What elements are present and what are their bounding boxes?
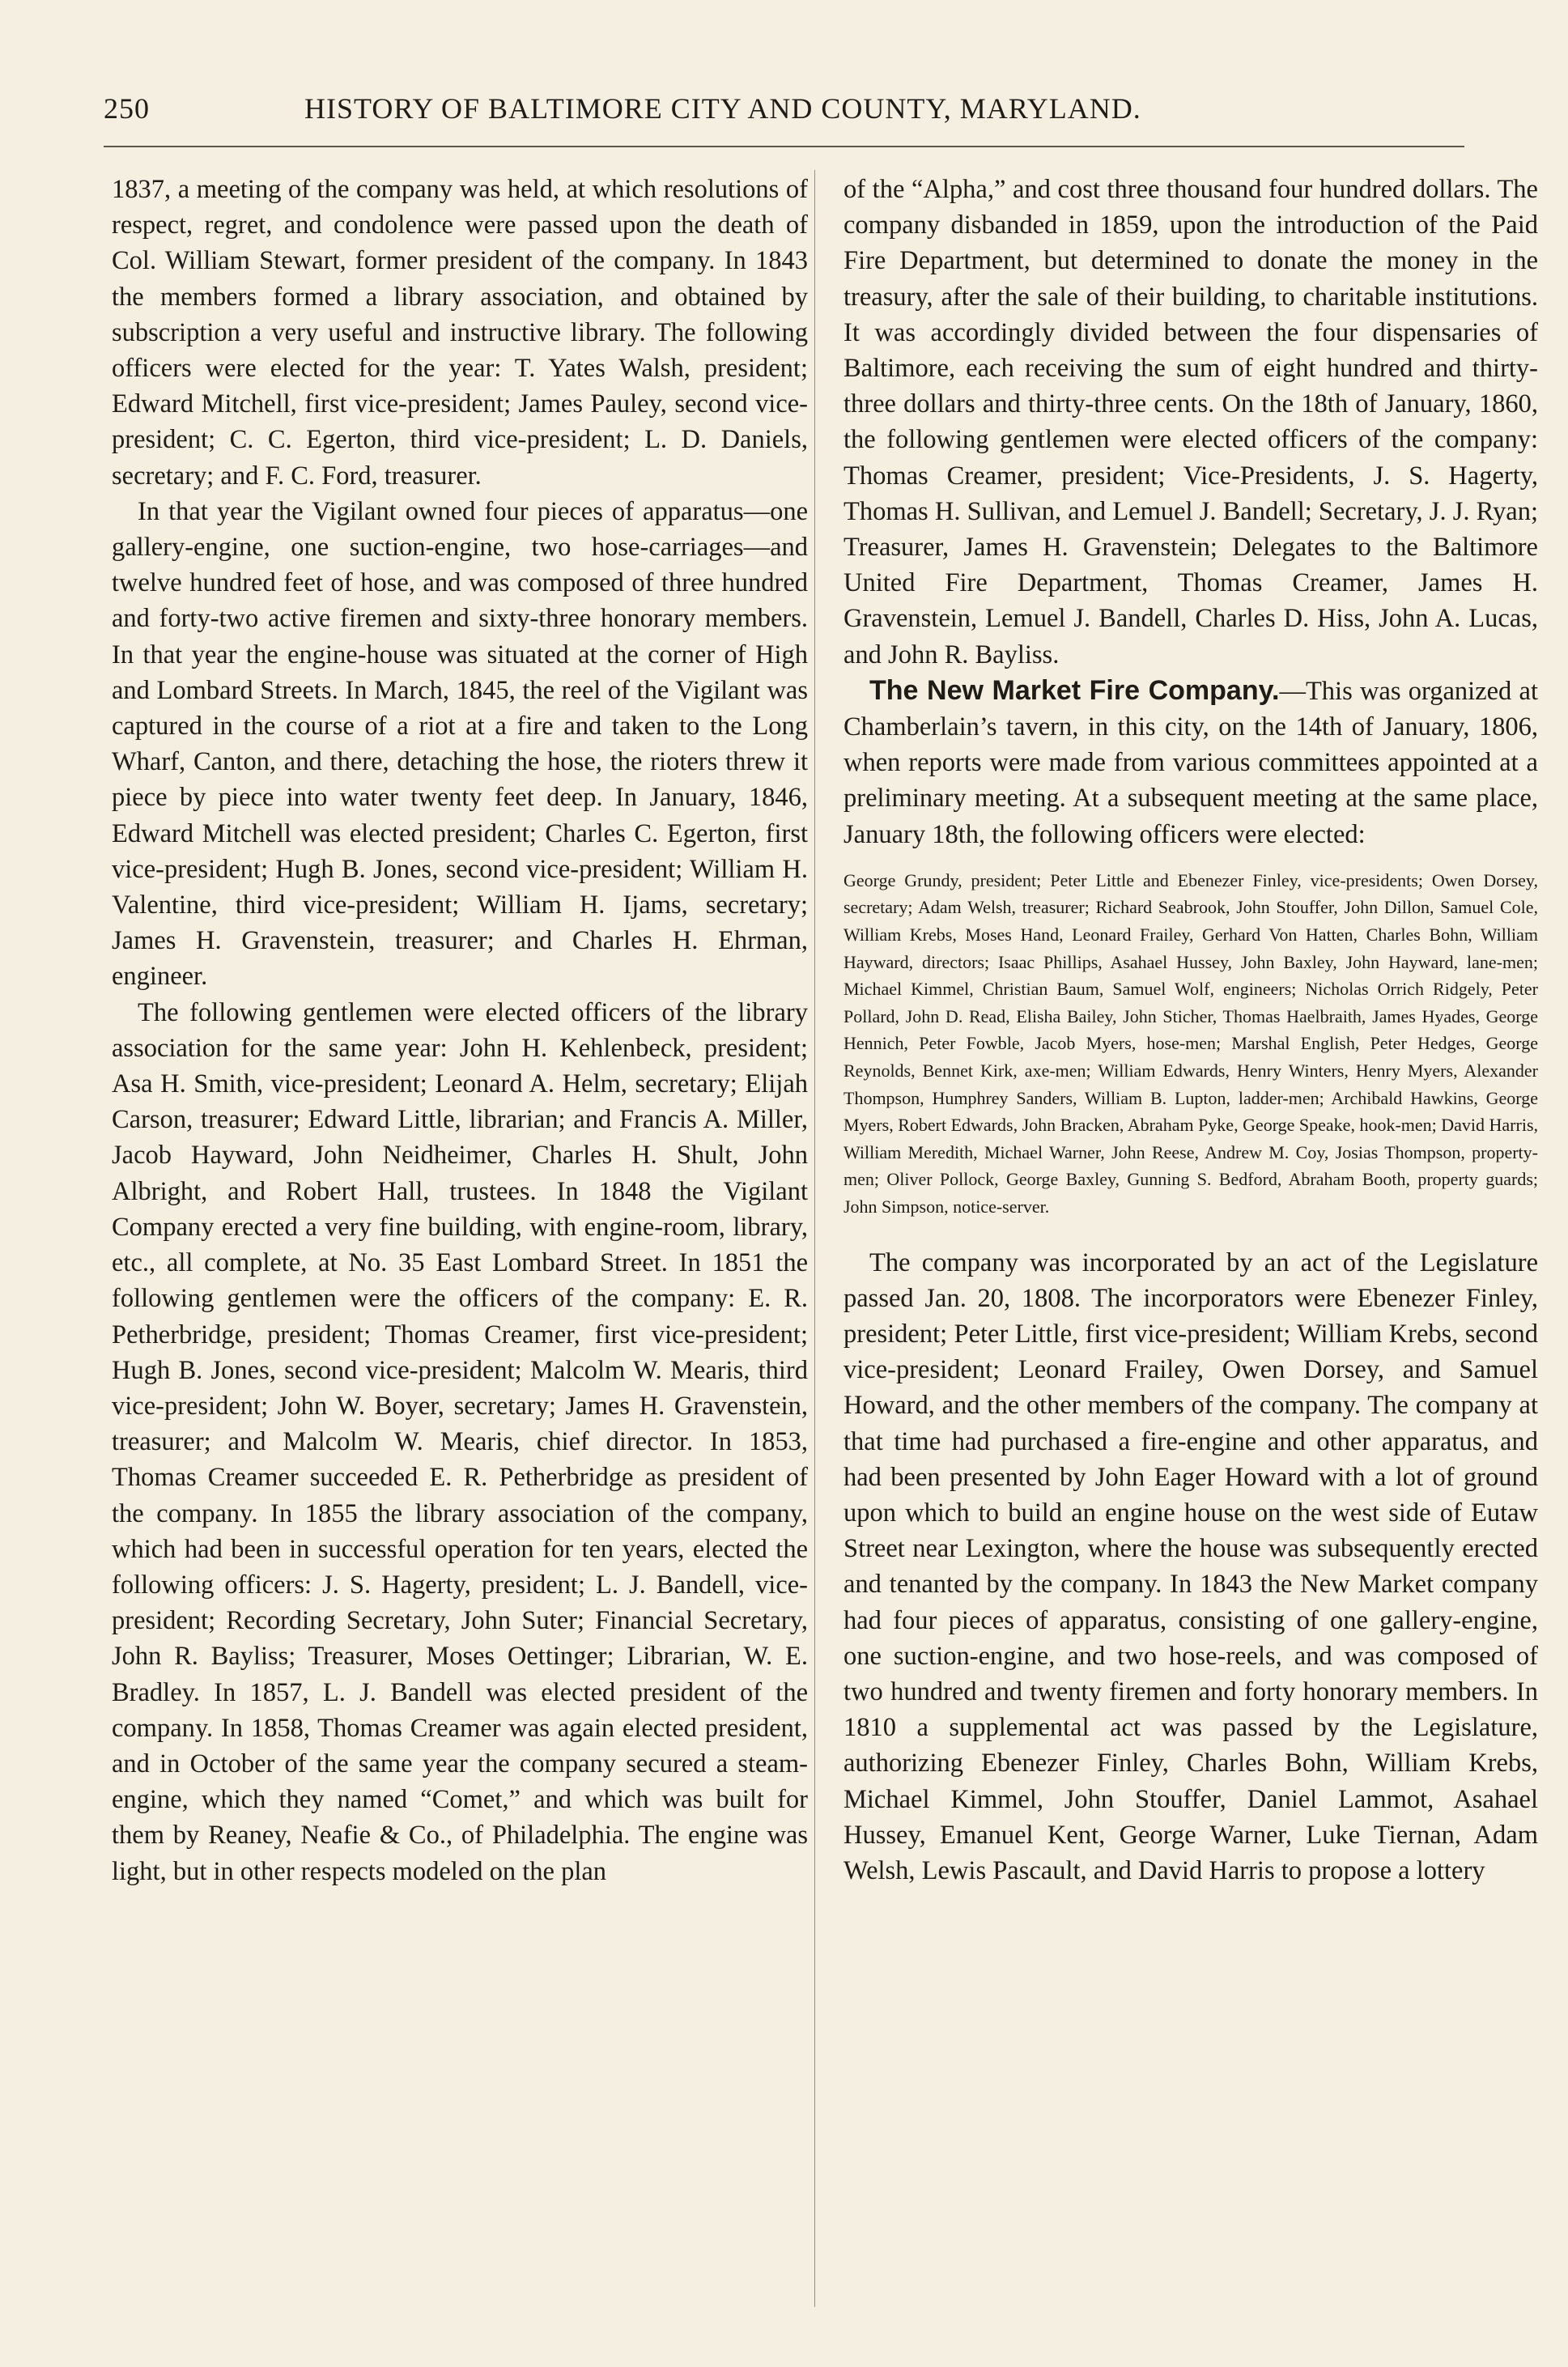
left-paragraph-2: In that year the Vigilant owned four pieces of apparatus—one gallery-engine, one suction-engine, two hose-carriages—and twelve hundred feet of hose, and was composed of three hundred and forty-two active firemen and sixty-three honorary members. In that year the engine-house was situated at the corner of High and Lombard Streets. In March, 1845, the reel of the Vigilant was captured in the course of a riot at a fire and taken to the Long Wharf, Canton, and there, detaching the hose, the rioters threw it piece by piece into water twenty feet deep. In January, 1846, Edward Mitchell was elected president; Charles C. Egerton, first vice-president; Hugh B. Jones, second vice-president; William H. Valentine, third vice-president; William H. Ijams, secretary; James H. Gravenstein, treasurer; and Charles H. Ehrman, engineer. <box>112 496 808 992</box>
section-intro-text: —This was organized at Chamberlain’s tavern, in this city, on the 14th of January, 1806, when reports were made from various committees appointed at a preliminary meeting. At a subsequent meeting at the same place, January 18th, the following officers were elected: <box>843 676 1538 849</box>
left-paragraph-3: The following gentlemen were elected officers of the library association for the same year: John H. Kehlenbeck, president; Asa H. Smith, vice-president; Leonard A. Helm, secretary; Elijah Carson, treasurer; Edward Little, librarian; and Francis A. Miller, Jacob Hayward, John Neidheimer, Charles H. Shult, John Albright, and Robert Hall, trustees. In 1848 the Vigilant Company erected a very fine building, with engine-room, library, etc., all complete, at No. 35 East Lombard Street. In 1851 the following gentlemen were the officers of the company: E. R. Petherbridge, president; Thomas Creamer, first vice-president; Hugh B. Jones, second vice-president; Malcolm W. Mearis, third vice-president; John W. Boyer, secretary; James H. Gravenstein, treasurer; and Malcolm W. Mearis, chief director. In 1853, Thomas Creamer succeeded E. R. Petherbridge as president of the company. In 1855 the library association of the company, which had been in successful operation for ten years, elected the following officers: J. S. Hagerty, president; L. J. Bandell, vice-president; Recording Secretary, John Suter; Financial Secretary, John R. Bayliss; Treasurer, Moses Oettinger; Librarian, W. E. Bradley. In 1857, L. J. Bandell was elected president of the company. In 1858, Thomas Creamer was again elected president, and in October of the same year the company secured a steam-engine, which they named “Comet,” and which was built for them by Reaney, Neafie & Co., of Philadelphia. The engine was light, but in other respects modeled on the plan <box>112 997 808 1886</box>
left-paragraph-1: 1837, a meeting of the company was held, at which resolutions of respect, regret, and condolence were passed upon the death of Col. William Stewart, former president of the company. In 1843 the members formed a library association, and obtained by subscription a very useful and instructive library. The following officers were elected for the year: T. Yates Walsh, president; Edward Mitchell, first vice-president; James Pauley, second vice-president; C. C. Egerton, third vice-president; L. D. Daniels, secretary; and F. C. Ford, treasurer. <box>112 175 808 491</box>
right-paragraph-1: of the “Alpha,” and cost three thousand four hundred dollars. The company disbanded in 1859, upon the introduction of the Paid Fire Department, but determined to donate the money in the treasury, after the sale of their building, to charitable institutions. It was accordingly divided between the four dispensaries of Baltimore, each receiving the sum of eight hundred and thirty-three dollars and thirty-three cents. On the 18th of January, 1860, the following gentlemen were elected officers of the company: Thomas Creamer, president; Vice-Presidents, J. S. Hagerty, Thomas H. Sullivan, and Lemuel J. Bandell; Secretary, J. J. Ryan; Treasurer, James H. Gravenstein; Delegates to the Baltimore United Fire Department, Thomas Creamer, James H. Gravenstein, Lemuel J. Bandell, Charles D. Hiss, John A. Lucas, and John R. Bayliss. <box>843 175 1538 669</box>
section-paragraph <box>843 673 1538 852</box>
section-heading: The New Market Fire Company. <box>869 674 1280 706</box>
right-column <box>843 172 1538 1889</box>
left-column <box>112 172 808 1889</box>
page-number: 250 <box>104 92 150 125</box>
page-header <box>104 91 1464 126</box>
running-head: HISTORY OF BALTIMORE CITY AND COUNTY, MARYLAND. <box>304 92 1141 125</box>
right-paragraph-3: The company was incorporated by an act of the Legislature passed Jan. 20, 1808. The incorporators were Ebenezer Finley, president; Peter Little, first vice-president; William Krebs, second vice-president; Leonard Frailey, Owen Dorsey, and Samuel Howard, and the other members of the company. The company at that time had purchased a fire-engine and other apparatus, and had been presented by John Eager Howard with a lot of ground upon which to build an engine house on the west side of Eutaw Street near Lexington, where the house was subsequently erected and tenanted by the company. In 1843 the New Market company had four pieces of apparatus, consisting of one gallery-engine, one suction-engine, and two hose-reels, and was composed of two hundred and twenty firemen and forty honorary members. In 1810 a supplemental act was passed by the Legislature, authorizing Ebenezer Finley, Charles Bohn, William Krebs, Michael Kimmel, John Stouffer, Daniel Lammot, Asahael Hussey, Emanuel Kent, George Warner, Luke Tiernan, Adam Welsh, Lewis Pascault, and David Harris to propose a lottery <box>843 1247 1538 1886</box>
column-divider <box>814 170 815 2307</box>
header-rule <box>104 146 1464 147</box>
officer-list: George Grundy, president; Peter Little and Ebenezer Finley, vice-presidents; Owen Dorsey, secretary; Adam Welsh, treasurer; Richard Seabrook, John Stouffer, John Dillon, Samuel Cole, William Krebs, Moses Hand, Leonard Frailey, Gerhard Von Hatten, Charles Bohn, William Hayward, directors; Isaac Phillips, Asahael Hussey, John Baxley, John Hayward, lane-men; Michael Kimmel, Christian Baum, Samuel Wolf, engineers; Nicholas Orrich Ridgely, Peter Pollard, John D. Read, Elisha Bailey, John Sticher, Thomas Haelbraith, James Hyades, George Hennich, Peter Fowble, Jacob Myers, hose-men; Marshal English, Peter Hedges, George Reynolds, Bennet Kirk, axe-men; William Edwards, Henry Winters, Henry Myers, Alexander Thompson, Humphrey Sanders, William B. Lupton, ladder-men; Archibald Hawkins, George Myers, Robert Edwards, John Bracken, Abraham Pyke, George Speake, hook-men; David Harris, William Meredith, Michael Warner, John Reese, Andrew M. Coy, Josias Thompson, property-men; Oliver Pollock, George Baxley, Gunning S. Bedford, Abraham Booth, property guards; John Simpson, notice-server. <box>843 869 1538 1217</box>
